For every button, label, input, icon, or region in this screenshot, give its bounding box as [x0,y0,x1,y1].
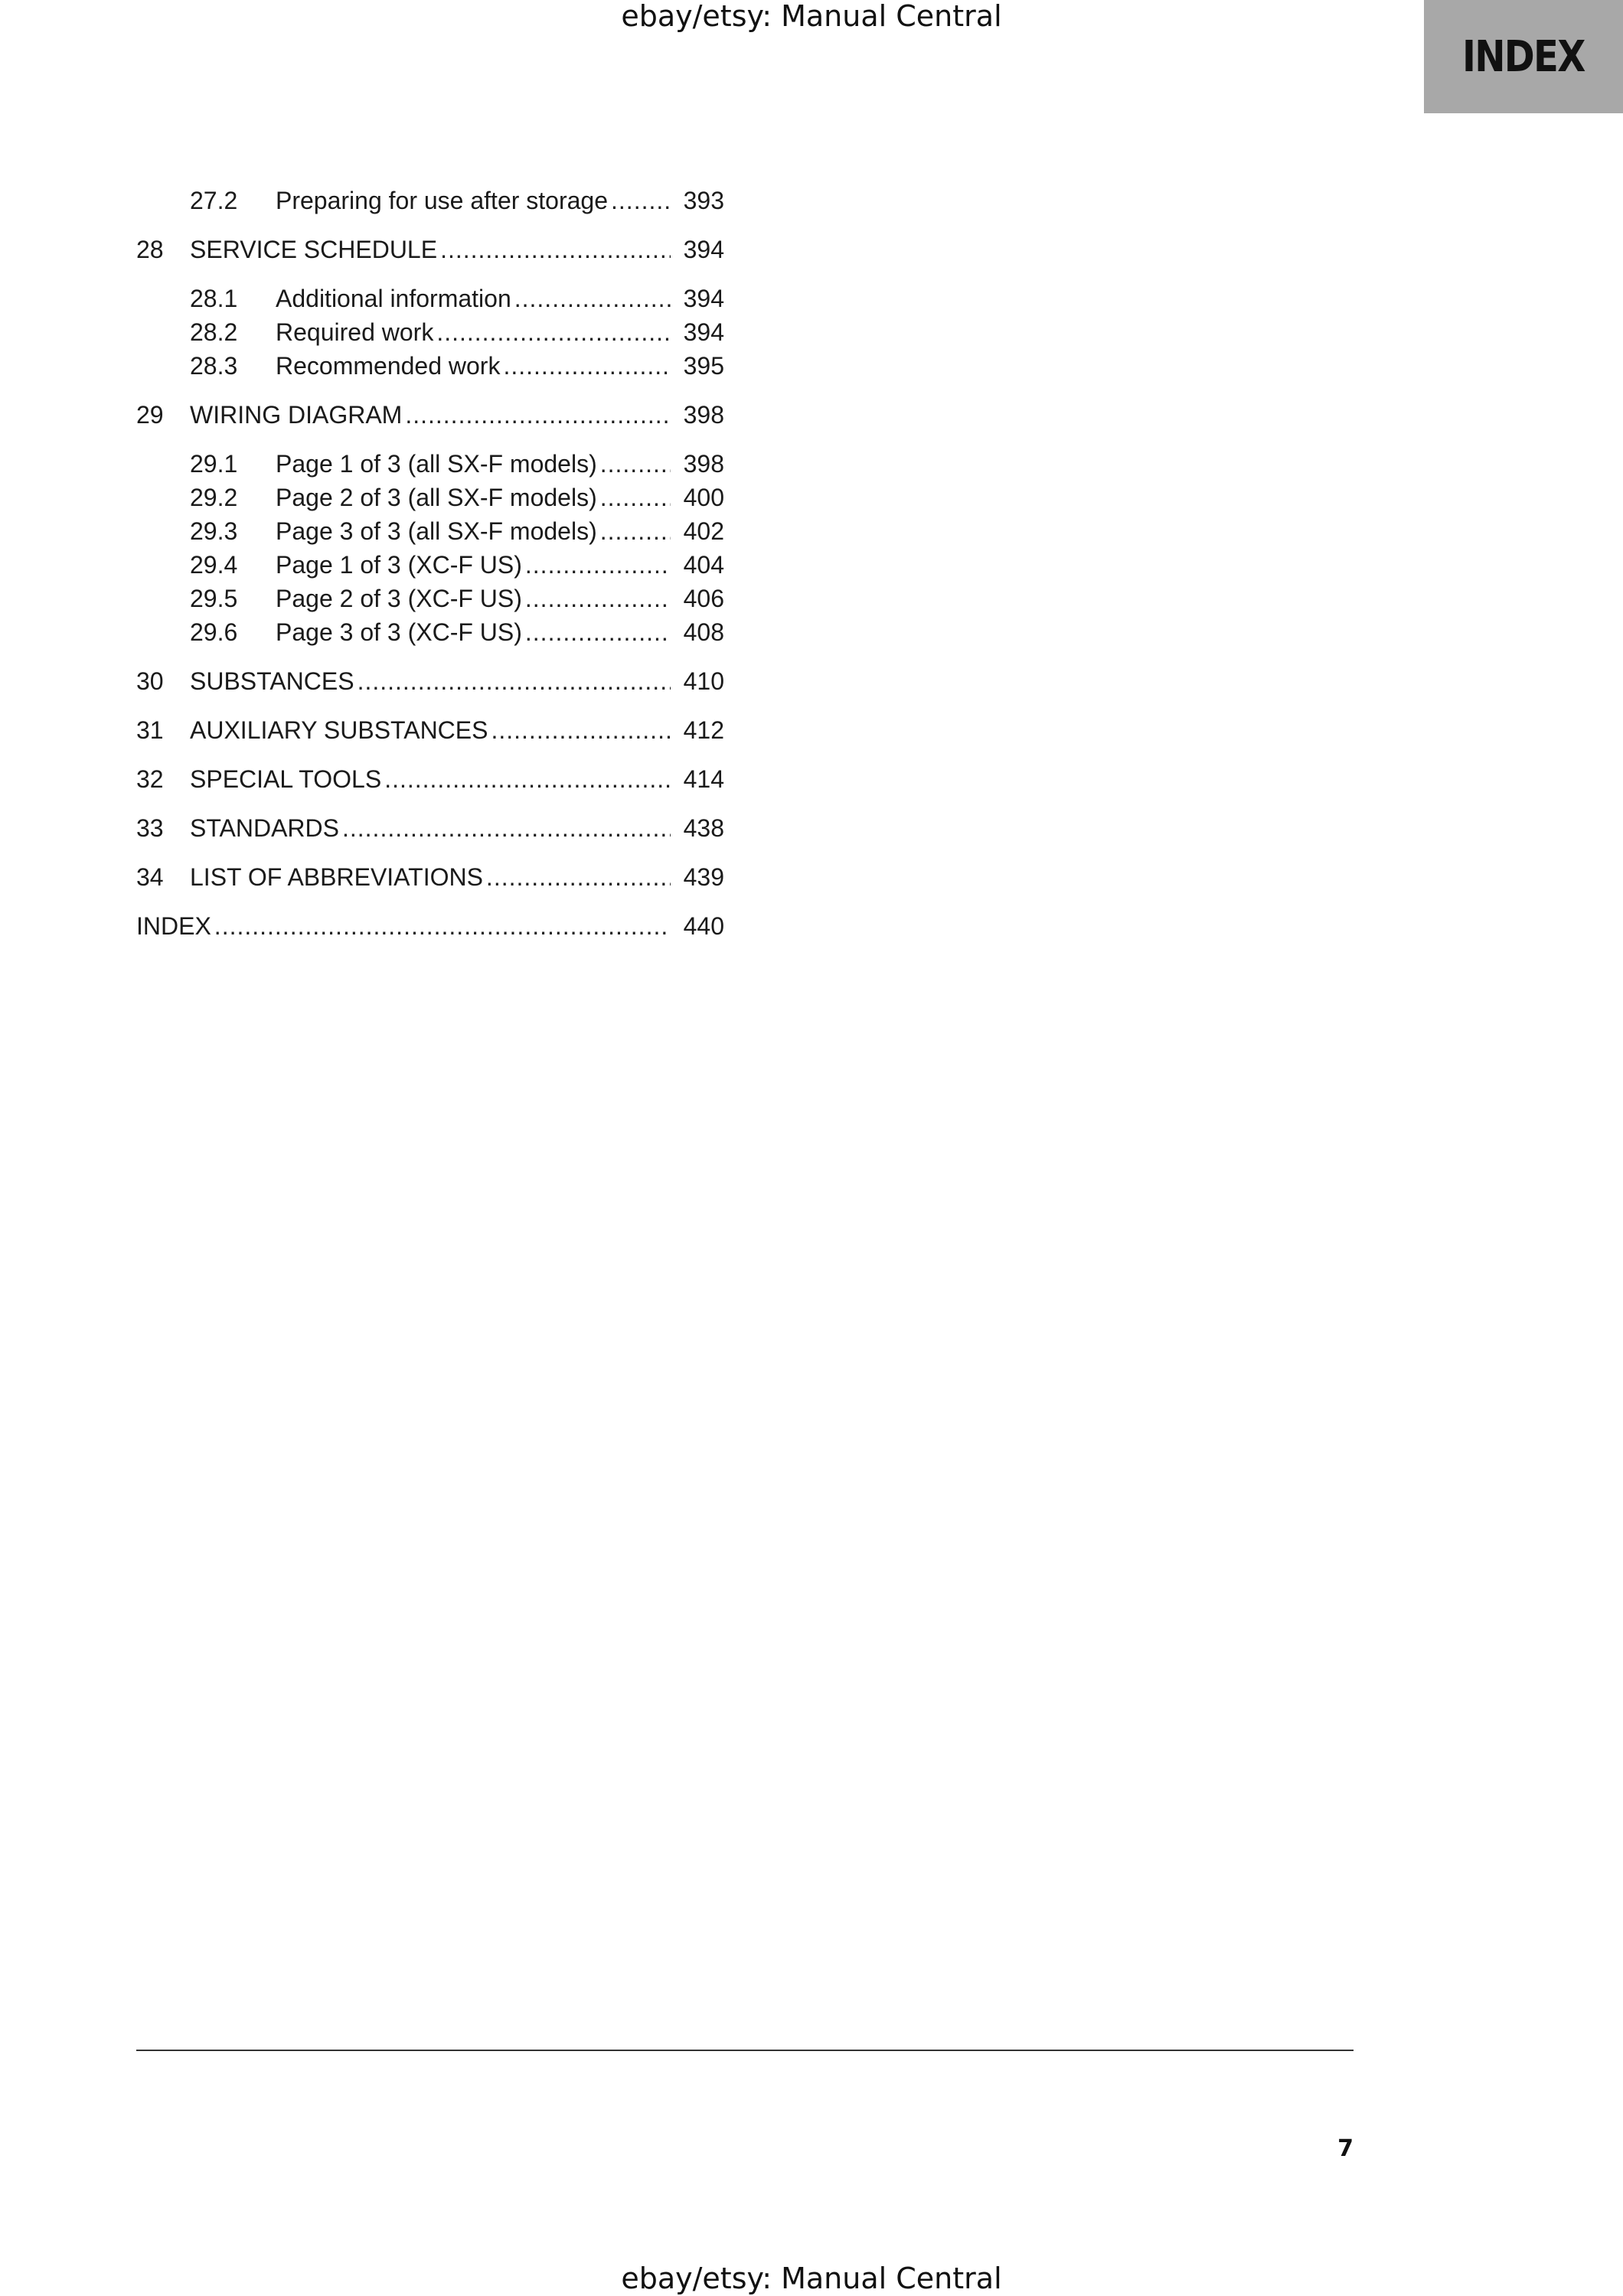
toc-entry-number: 29.1 [190,450,238,478]
toc-entry-number: 30 [136,667,164,695]
table-of-contents [136,184,724,943]
toc-entry-title: Page 1 of 3 (XC-F US) [276,551,522,579]
toc-entry-title: Page 3 of 3 (XC-F US) [276,618,522,646]
toc-section-entry[interactable] [136,481,724,514]
toc-dot-leader [405,398,671,432]
toc-chapter-entry[interactable] [136,811,724,845]
toc-dot-leader [514,282,671,315]
toc-entry-page: 400 [683,484,724,511]
toc-entry-number: 32 [136,765,164,793]
toc-dot-leader [358,664,671,698]
toc-entry-title: STANDARDS [190,814,339,842]
toc-entry-number: 31 [136,716,164,744]
toc-entry-page: 402 [683,517,724,545]
toc-entry-number: 29.2 [190,484,238,511]
toc-entry-title: Recommended work [276,352,501,380]
toc-chapter-entry[interactable] [136,860,724,894]
toc-dot-leader [486,860,671,894]
toc-entry-title: Page 3 of 3 (all SX-F models) [276,517,597,545]
toc-entry-title: AUXILIARY SUBSTANCES [190,716,488,744]
toc-entry-page: 412 [683,716,724,744]
toc-chapter-entry[interactable] [136,398,724,432]
toc-entry-title: SPECIAL TOOLS [190,765,382,793]
toc-entry-number: 28.1 [190,285,238,312]
toc-entry-page: 438 [683,814,724,842]
toc-section-entry[interactable] [136,514,724,548]
toc-dot-leader [214,909,671,943]
toc-dot-leader [384,762,671,796]
toc-chapter-entry[interactable] [136,762,724,796]
toc-entry-number: 33 [136,814,164,842]
toc-dot-leader [600,447,671,481]
toc-entry-title: WIRING DIAGRAM [190,401,403,429]
toc-entry-number: 29.5 [190,585,238,612]
toc-dot-leader [440,233,671,266]
toc-entry-page: 394 [683,318,724,346]
footer-divider [136,2050,1354,2051]
toc-entry-number: 29.6 [190,618,238,646]
toc-entry-page: 394 [683,285,724,312]
toc-entry-title: Additional information [276,285,511,312]
toc-chapter-entry[interactable] [136,664,724,698]
toc-entry-page: 404 [683,551,724,579]
toc-section-entry[interactable] [136,615,724,649]
toc-entry-title: LIST OF ABBREVIATIONS [190,863,483,891]
toc-entry-page: 410 [683,667,724,695]
toc-entry-number: 27.2 [190,187,238,214]
toc-entry-number: 29.3 [190,517,238,545]
toc-entry-title: INDEX [136,912,211,940]
toc-entry-title: Page 2 of 3 (XC-F US) [276,585,522,612]
toc-entry-number: 29.4 [190,551,238,579]
toc-entry-page: 406 [683,585,724,612]
toc-dot-leader [503,349,671,383]
toc-entry-page: 440 [683,912,724,940]
watermark-bottom: ebay/etsy: Manual Central [621,2262,1002,2295]
toc-entry-number: 28.2 [190,318,238,346]
toc-chapter-entry[interactable] [136,713,724,747]
toc-dot-leader [600,514,671,548]
toc-entry-page: 398 [683,401,724,429]
toc-entry-title: SERVICE SCHEDULE [190,236,438,263]
toc-entry-number: 34 [136,863,164,891]
toc-dot-leader [525,582,671,615]
toc-dot-leader [525,615,671,649]
toc-entry-title: Page 1 of 3 (all SX-F models) [276,450,597,478]
watermark-top: ebay/etsy: Manual Central [621,0,1002,33]
toc-section-entry[interactable] [136,282,724,315]
toc-chapter-entry[interactable] [136,233,724,266]
toc-section-entry[interactable] [136,582,724,615]
toc-entry-page: 398 [683,450,724,478]
toc-entry-number: 28 [136,236,164,263]
toc-section-entry[interactable] [136,184,724,217]
toc-index-entry[interactable] [136,909,724,943]
toc-entry-page: 408 [683,618,724,646]
toc-section-entry[interactable] [136,315,724,349]
toc-dot-leader [525,548,671,582]
toc-entry-number: 28.3 [190,352,238,380]
toc-entry-number: 29 [136,401,164,429]
toc-entry-page: 395 [683,352,724,380]
index-tab-label: INDEX [1462,31,1585,82]
toc-section-entry[interactable] [136,447,724,481]
toc-entry-page: 439 [683,863,724,891]
toc-entry-page: 393 [683,187,724,214]
toc-section-entry[interactable] [136,349,724,383]
toc-entry-title: Page 2 of 3 (all SX-F models) [276,484,597,511]
toc-entry-title: SUBSTANCES [190,667,354,695]
toc-dot-leader [611,184,671,217]
toc-entry-page: 394 [683,236,724,263]
page-number: 7 [1337,2135,1354,2162]
toc-dot-leader [600,481,671,514]
toc-entry-title: Preparing for use after storage [276,187,609,214]
toc-entry-title: Required work [276,318,434,346]
toc-dot-leader [491,713,671,747]
toc-entry-page: 414 [683,765,724,793]
toc-dot-leader [436,315,671,349]
toc-dot-leader [342,811,671,845]
index-tab[interactable] [1424,0,1623,113]
toc-section-entry[interactable] [136,548,724,582]
